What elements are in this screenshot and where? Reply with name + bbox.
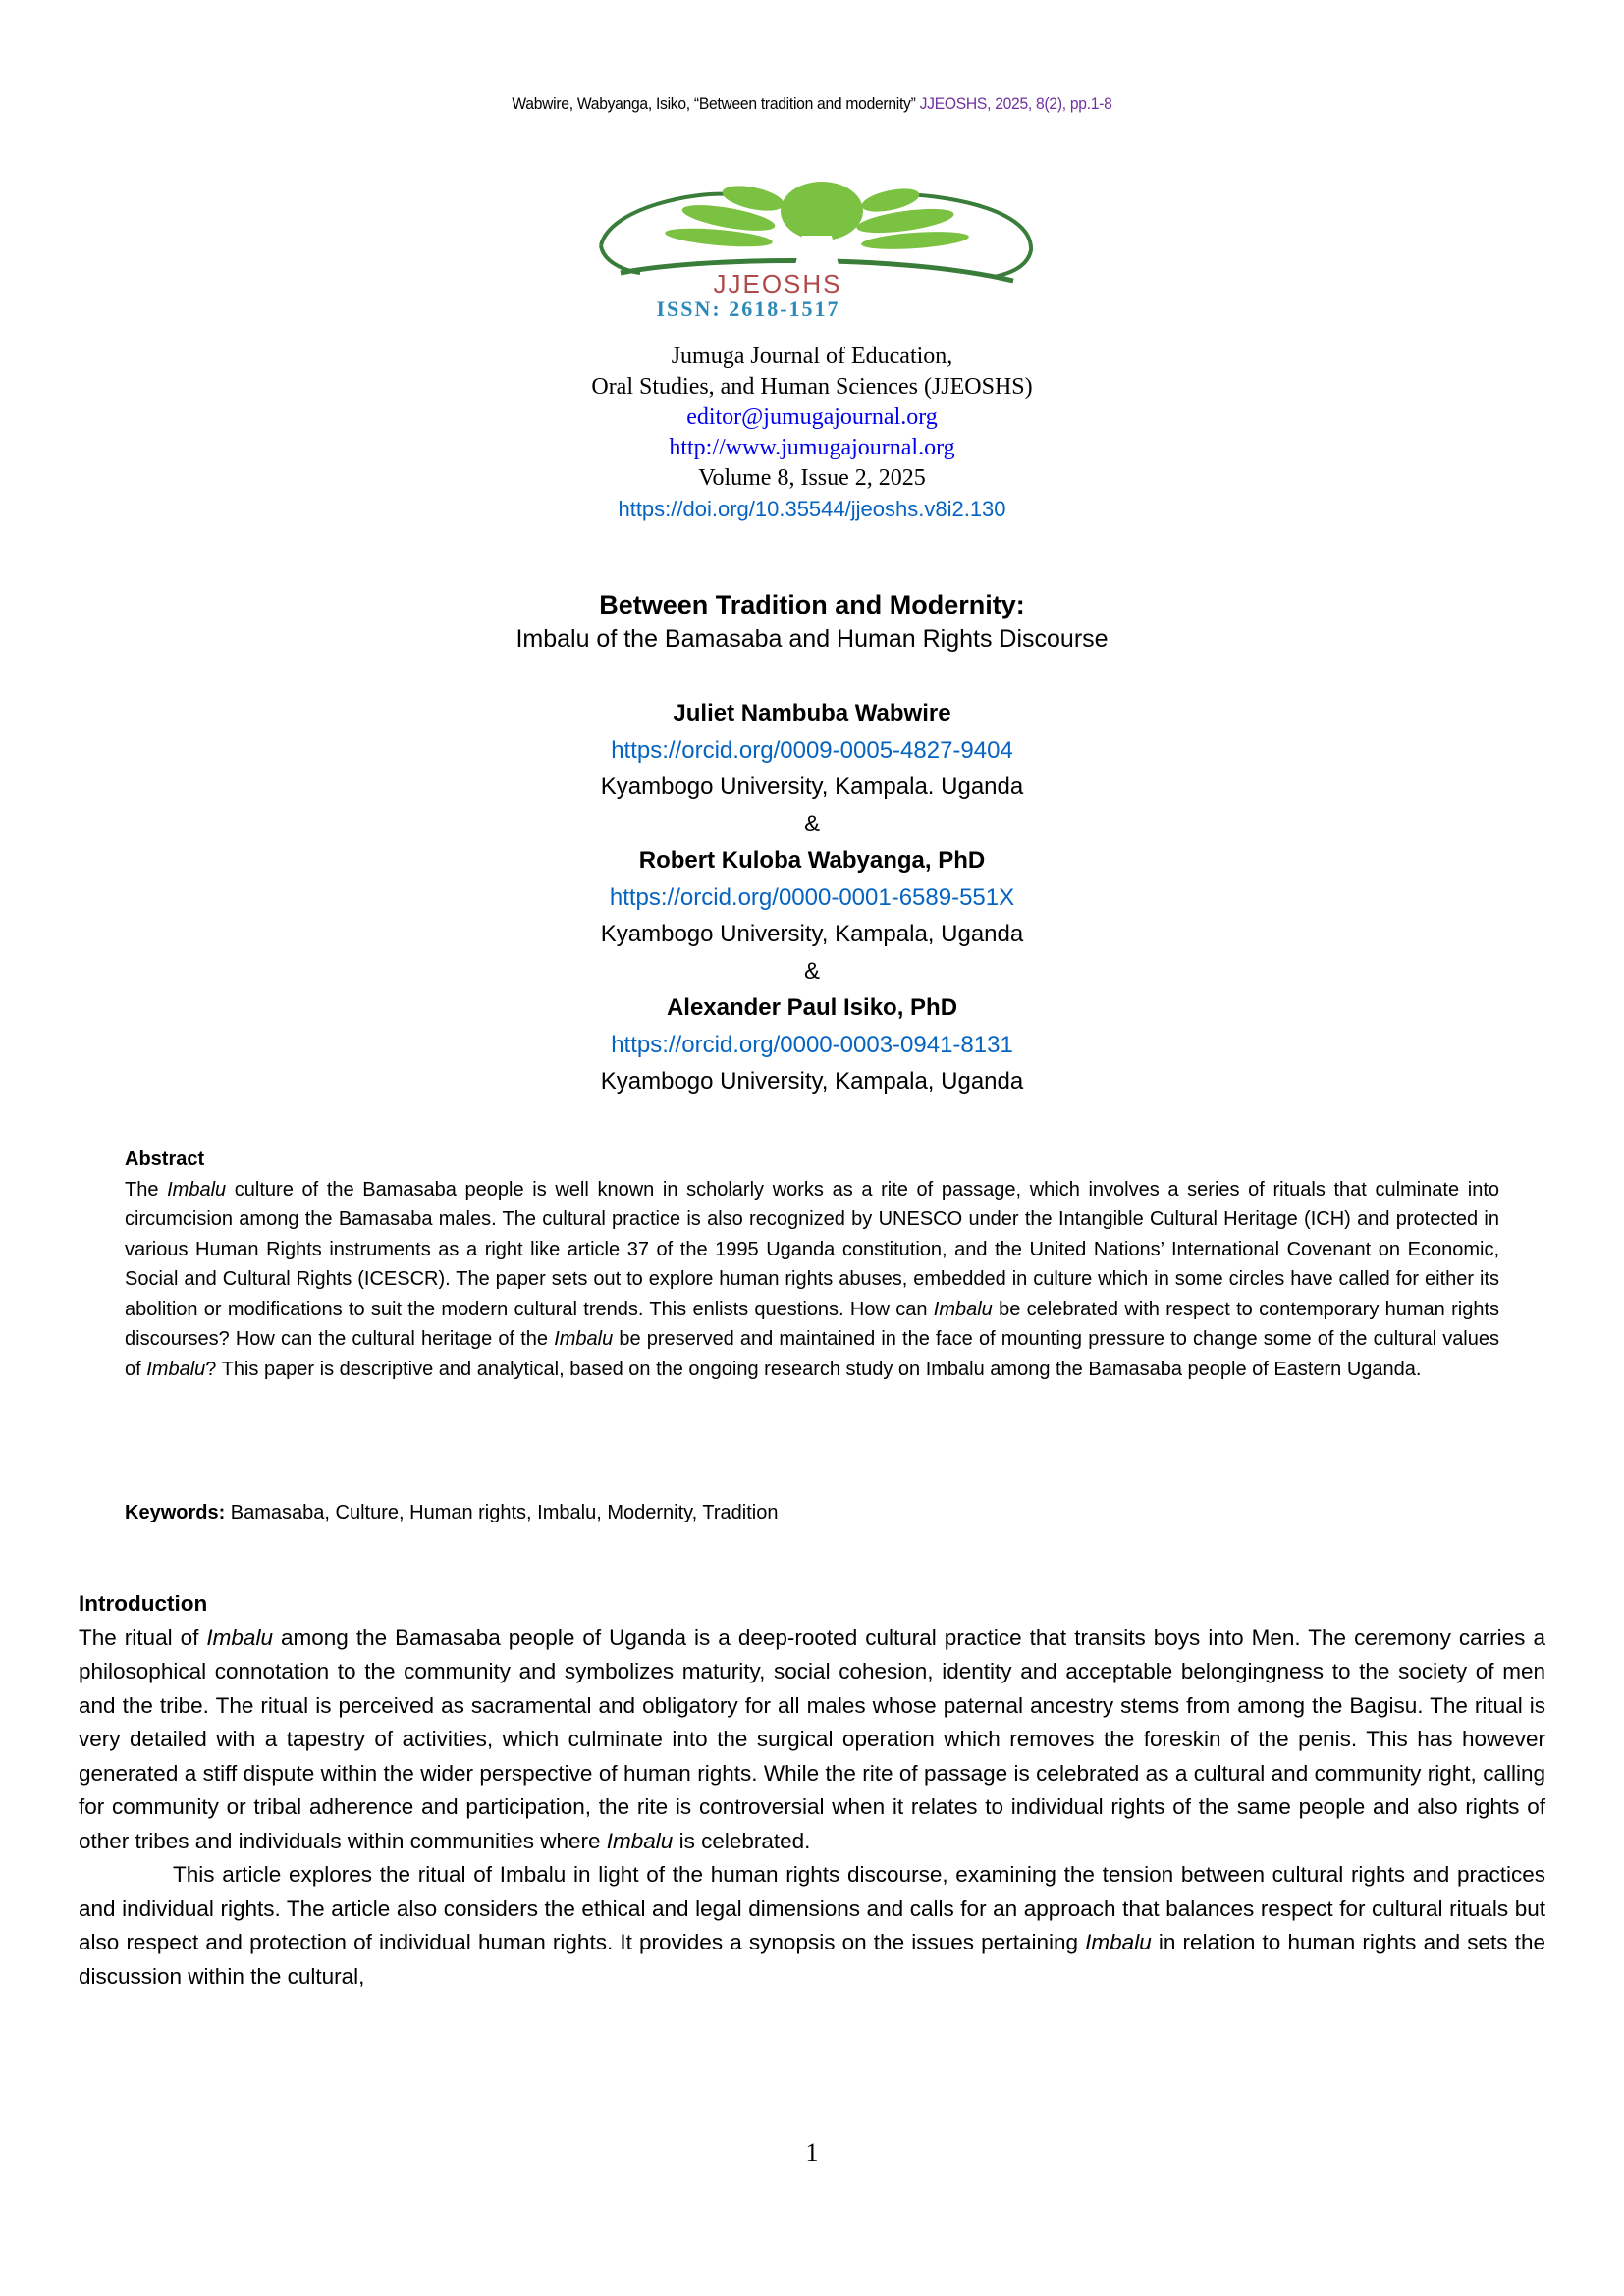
header-citation: Wabwire, Wabyanga, Isiko, “Between tradition and modernity” xyxy=(512,94,916,113)
abstract-paragraph xyxy=(125,1175,1499,1385)
article-title: Between Tradition and Modernity: xyxy=(599,590,1025,619)
italic-term: Imbalu xyxy=(933,1298,993,1320)
author-name: Juliet Nambuba Wabwire xyxy=(673,700,951,726)
author-orcid-link[interactable]: https://orcid.org/0000-0001-6589-551X xyxy=(609,883,1015,911)
introduction-section xyxy=(79,1587,1545,1994)
introduction-paragraph xyxy=(79,1622,1545,1859)
doi-link[interactable]: https://doi.org/10.35544/jjeoshs.v8i2.130 xyxy=(618,497,1006,521)
text-run: The ritual of xyxy=(79,1625,207,1650)
journal-logo xyxy=(581,167,1053,324)
italic-term: Imbalu xyxy=(146,1358,206,1380)
italic-term: Imbalu xyxy=(1085,1930,1152,1954)
page-number: 1 xyxy=(805,2138,819,2166)
author-orcid-link[interactable]: https://orcid.org/0009-0005-4827-9404 xyxy=(611,736,1013,764)
journal-website-link[interactable]: http://www.jumugajournal.org xyxy=(669,435,955,460)
author-separator: & xyxy=(803,957,820,985)
journal-email-link[interactable]: editor@jumugajournal.org xyxy=(686,404,938,430)
text-run: The xyxy=(125,1178,168,1201)
journal-volume: Volume 8, Issue 2, 2025 xyxy=(698,465,926,491)
italic-term: Imbalu xyxy=(554,1328,614,1350)
author-affiliation: Kyambogo University, Kampala. Uganda xyxy=(600,774,1024,800)
text-run: culture of the Bamasaba people is well known in scholarly works as a rite of passage, which involves a series of rituals that culminate into circumcision among the Bamasaba males. The cultural practice is also recognized by UNESCO under the Intangible Cultural Heritage (ICH) and protected in various Human Rights instruments as a right like article 37 of the 1995 Uganda constitution, and the United Nations’ International Covenant on Economic, Social and Cultural Rights (ICESCR). The paper sets out to explore human rights abuses, embedded in culture which in some circles have called for either its abolition or modifications to suit the modern cultural trends. This enlists questions. How can xyxy=(125,1178,1499,1320)
journal-info xyxy=(0,342,1624,524)
author-affiliation: Kyambogo University, Kampala, Uganda xyxy=(600,921,1024,947)
author-list xyxy=(0,695,1624,1100)
italic-term: Imbalu xyxy=(206,1625,273,1650)
author-name: Alexander Paul Isiko, PhD xyxy=(666,994,958,1021)
header-journal-ref: JJEOSHS, 2025, 8(2), pp.1-8 xyxy=(919,94,1112,113)
text-run: is celebrated. xyxy=(673,1828,811,1853)
introduction-paragraph xyxy=(79,1858,1545,1994)
keywords-label: Keywords: xyxy=(125,1502,226,1523)
abstract-section xyxy=(125,1145,1499,1384)
text-run: among the Bamasaba people of Uganda is a deep-rooted cultural practice that transits boys into Men. The ceremony carries a philosophical connotation to the community and symbolizes maturity, social cohesion, identity and acceptable belongingness to the society of men and the tribe. The ritual is perceived as sacramental and obligatory for all males whose paternal ancestry stems from among the Bagisu. The ritual is very detailed with a tapestry of activities, which culminate into the surgical operation which removes the foreskin of the penis. This has however generated a stiff dispute within the wider perspective of human rights. While the rite of passage is celebrated as a cultural and community right, calling for community or tribal adherence and participation, the rite is controversial when it relates to individual rights of the same people and also rights of other tribes and individuals within communities where xyxy=(79,1625,1545,1853)
italic-term: Imbalu xyxy=(167,1178,227,1201)
running-header xyxy=(65,94,1559,114)
article-title-block xyxy=(0,587,1624,656)
journal-name-line2: Oral Studies, and Human Sciences (JJEOSHS) xyxy=(591,374,1033,400)
author-name: Robert Kuloba Wabyanga, PhD xyxy=(638,847,986,874)
text-run: be celebrated with respect to contemporary human rights discourses? How can the cultural heritage of the xyxy=(125,1298,1499,1350)
author-separator: & xyxy=(803,810,820,837)
author-affiliation: Kyambogo University, Kampala, Uganda xyxy=(600,1068,1024,1095)
text-run: be preserved and maintained in the face of mounting pressure to change some of the cultural values of xyxy=(125,1328,1500,1380)
abstract-heading: Abstract xyxy=(125,1148,205,1170)
logo-wordmark: JJEOSHS xyxy=(713,269,842,298)
text-run: in relation to human rights and sets the discussion within the cultural, xyxy=(79,1930,1545,1989)
article-subtitle: Imbalu of the Bamasaba and Human Rights Discourse xyxy=(515,625,1109,653)
logo-issn: ISSN: 2618-1517 xyxy=(656,296,840,321)
text-run: This article explores the ritual of Imbalu in light of the human rights discourse, examining the tension between cultural rights and practices and individual rights. The article also considers the ethical and legal dimensions and calls for an approach that balances respect for cultural rituals but also respect and protection of individual human rights. It provides a synopsis on the issues pertaining xyxy=(79,1862,1545,1954)
author-orcid-link[interactable]: https://orcid.org/0000-0003-0941-8131 xyxy=(611,1031,1013,1058)
keywords-line xyxy=(125,1502,1499,1524)
journal-name-line1: Jumuga Journal of Education, xyxy=(671,344,953,369)
text-run: ? This paper is descriptive and analytical, based on the ongoing research study on Imbalu among the Bamasaba people of Eastern Uganda. xyxy=(205,1358,1422,1380)
introduction-heading: Introduction xyxy=(79,1591,208,1616)
keywords-values: Bamasaba, Culture, Human rights, Imbalu, Modernity, Tradition xyxy=(225,1502,779,1523)
italic-term: Imbalu xyxy=(606,1828,674,1853)
